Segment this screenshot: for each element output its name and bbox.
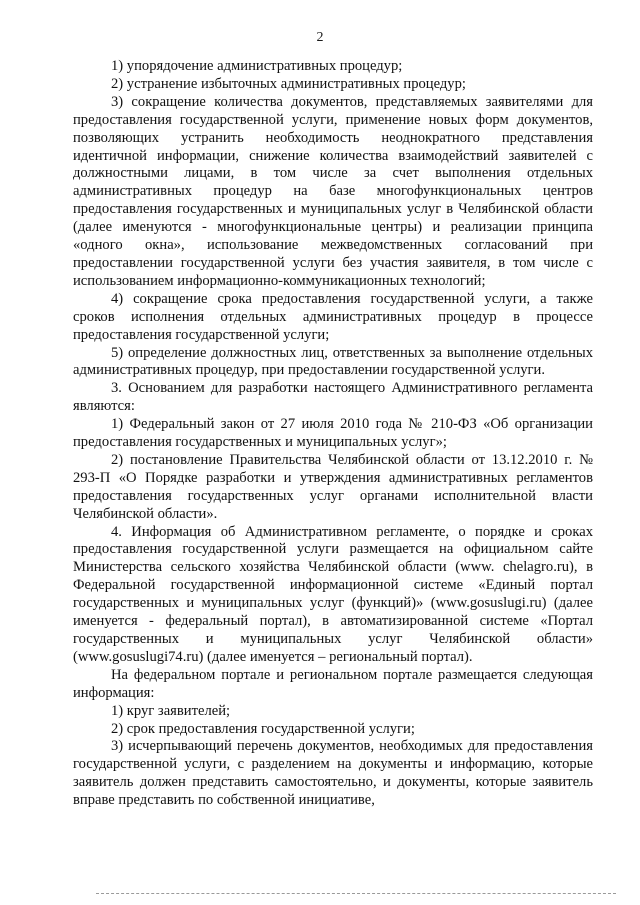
paragraph-portal-info: На федеральном портале и региональном портале размещается следующая информация: [73,666,593,701]
paragraph-section-3: 3. Основанием для разработки настоящего Административного регламента являются: [73,380,593,415]
paragraph-item-3: 3) сокращение количества документов, представляемых заявителями для предоставления государственной услуги, применение новых форм документов, позволяющих устранить необходимость неоднократного представления идентичной информации, снижение количества взаимодействий заявителей с должностными лицами, в том числе за счет выполнения отдельных административных процедур на базе многофункциональных центров предоставления государственных и муниципальных услуг в Челябинской области (далее именуются - многофункциональные центры) и реализации принципа «одного окна», использование межведомственных согласований при предоставлении государственной услуги без участия заявителя, в том числе с использованием информационно-коммуникационных технологий; [73,93,593,289]
paragraph-item-5: 5) определение должностных лиц, ответственных за выполнение отдельных административных процедур, при предоставлении государственной услуги. [73,344,593,379]
bottom-divider [96,893,616,894]
paragraph-section-4: 4. Информация об Административном регламенте, о порядке и сроках предоставления государственной услуги размещается на официальном сайте Министерства сельского хозяйства Челябинской области (www. chelagro.ru), в Федеральной государственной информационной системе «Единый портал государственных и муниципальных услуг (функций)» (www.gosuslugi.ru) (далее именуется - федеральный портал), в автоматизированной системе «Портал государственных и муниципальных услуг Челябинской области» (www.gosuslugi74.ru) (далее именуется – региональный портал). [73,523,593,665]
paragraph-item-2: 2) устранение избыточных административных процедур; [111,75,466,92]
paragraph-government-decree: 2) постановление Правительства Челябинской области от 13.12.2010 г. № 293-П «О Порядке разработки и утверждения административных регламентов предоставления государственных услуг органами исполнительной власти Челябинской области». [73,451,593,522]
page-number: 2 [316,30,324,45]
paragraph-federal-law: 1) Федеральный закон от 27 июля 2010 года № 210-ФЗ «Об организации предоставления государственных и муниципальных услуг»; [73,416,593,451]
document-body [73,58,593,810]
paragraph-item-1: 1) упорядочение административных процедур; [111,58,403,74]
paragraph-documents-list: 3) исчерпывающий перечень документов, необходимых для предоставления государственной услуги, с разделением на документы и информацию, которые заявитель должен представить самостоятельно, и документы, которые заявитель вправе представить по собственной инициативе, [73,738,593,809]
paragraph-applicants: 1) круг заявителей; [111,702,231,719]
paragraph-item-4: 4) сокращение срока предоставления государственной услуги, а также сроков исполнения отдельных административных процедур в процессе предоставления государственной услуги; [73,290,593,343]
paragraph-service-term: 2) срок предоставления государственной услуги; [111,720,415,737]
